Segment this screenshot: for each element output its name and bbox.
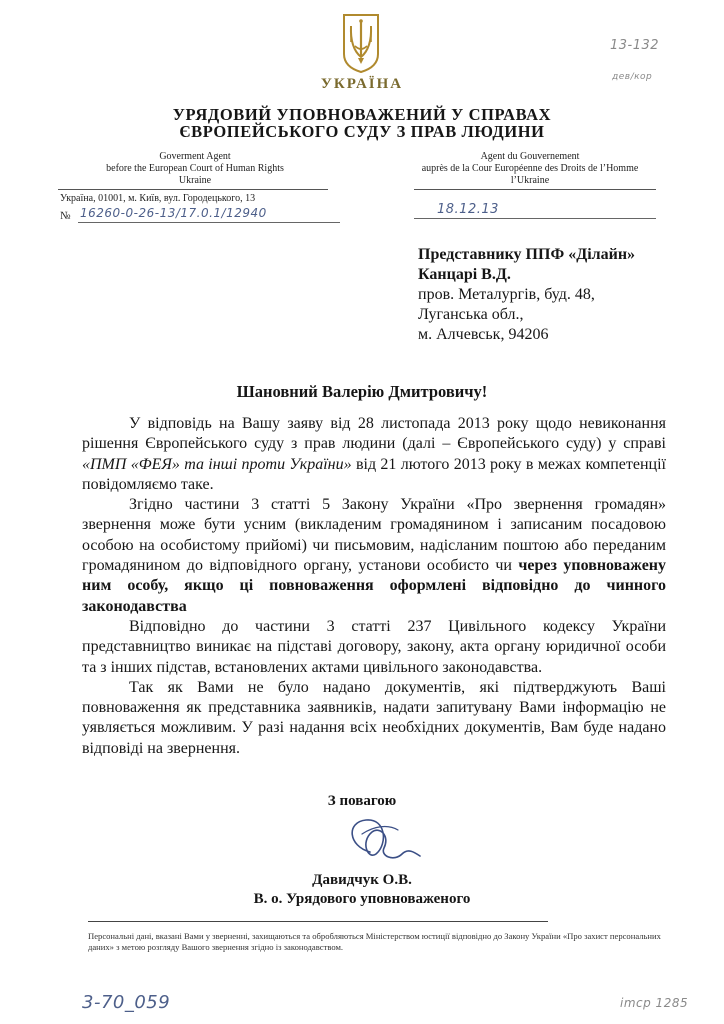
- number-underline: [78, 222, 340, 223]
- recipient-line: м. Алчевськ, 94206: [418, 326, 549, 343]
- closing: З повагою: [327, 793, 397, 809]
- body-paragraph: Відповідно до частини 3 статті 237 Цивільного кодексу України представництво виникає на підставі договору, закону, акта органу юридичної особи та з інших підстав, встановлених актами цивільного законодавства.: [82, 617, 666, 676]
- coat-of-arms-emblem: [341, 12, 381, 74]
- recipient-line: пров. Металургів, буд. 48,: [418, 286, 595, 303]
- agent-english-line: Goverment Agent: [159, 151, 231, 162]
- agent-english-line: before the European Court of Human Rights: [106, 163, 284, 174]
- organization-title-line1: УРЯДОВИЙ УПОВНОВАЖЕНИЙ У СПРАВАХ: [172, 105, 552, 124]
- salutation: Шановний Валерію Дмитровичу!: [236, 382, 488, 401]
- case-title: «ПМП «ФЕЯ» та інші проти України»: [82, 455, 352, 473]
- signer-name: Давидчук О.В.: [312, 872, 412, 888]
- handwritten-corner-note: дев/кор: [612, 72, 653, 82]
- letter-body: [82, 414, 666, 759]
- handwritten-registration-number: 3-70_059: [82, 992, 171, 1013]
- agent-french-block: [380, 151, 680, 187]
- handwritten-registration-number: imcp 1285: [620, 996, 689, 1010]
- outgoing-number: 16260-0-26-13/17.0.1/12940: [80, 206, 267, 220]
- body-text: від 21 лютого 2013 року в межах компетенції повідомляємо таке.: [82, 455, 666, 493]
- sender-address: Україна, 01001, м. Київ, вул. Городецького, 13: [60, 193, 256, 204]
- body-paragraph: [82, 495, 666, 617]
- body-paragraph: [82, 414, 666, 495]
- body-text: Згідно частини 3 статті 5 Закону України «Про звернення громадян» звернення може бути усним (викладеним громадянином і записаним посадовою особою на особистому прийомі) чи письмовим, надісланим поштою або переданим громадянином до відповідного органу, установи особисто чи: [82, 496, 666, 575]
- handwritten-signature: [340, 812, 428, 870]
- recipient-line: Представнику ППФ «Ділайн»: [418, 246, 636, 263]
- agent-french-line: Agent du Gouvernement: [480, 151, 580, 162]
- header-divider-right: [414, 189, 656, 190]
- recipient-line: Луганська обл.,: [418, 306, 524, 323]
- header-divider-left: [58, 189, 328, 190]
- signer-title: В. о. Урядового уповноваженого: [253, 891, 471, 907]
- agent-english-line: Ukraine: [178, 175, 212, 186]
- recipient-line: Канцарі В.Д.: [418, 266, 511, 283]
- date-underline: [414, 218, 656, 219]
- country-title: УКРАЇНА: [320, 76, 404, 92]
- agent-english-block: [95, 151, 295, 187]
- body-text: У відповідь на Вашу заяву від 28 листопада 2013 року щодо невиконання рішення Європейського суду з прав людини (далі – Європейського суду) у справі: [82, 415, 666, 453]
- handwritten-corner-note: 13-132: [610, 38, 660, 53]
- footnote: Персональні дані, вказані Вами у зверненні, захищаються та обробляються Міністерством юстиції відповідно до Закону України «Про захист персональних даних» з метою розгляду Вашого звернення згідно із законодавством.: [88, 931, 661, 952]
- organization-title-line2: ЄВРОПЕЙСЬКОГО СУДУ З ПРАВ ЛЮДИНИ: [179, 122, 545, 141]
- letter-date: 18.12.13: [437, 202, 499, 217]
- agent-french-line: auprès de la Cour Européenne des Droits de l’Homme: [421, 163, 639, 174]
- number-label: №: [60, 210, 71, 222]
- footnote-divider: [88, 921, 548, 922]
- agent-french-line: l’Ukraine: [510, 175, 550, 186]
- body-paragraph: Так як Вами не було надано документів, які підтверджують Ваші повноваження як представника заявників, надати запитувану Вами інформацію не уявляється можливим. У разі надання всіх необхідних документів, Вам буде надано відповіді на звернення.: [82, 678, 666, 757]
- emphasized-text: через уповноважену ним особу, якщо ці повноваження оформлені відповідно до чинного законодавства: [82, 557, 667, 615]
